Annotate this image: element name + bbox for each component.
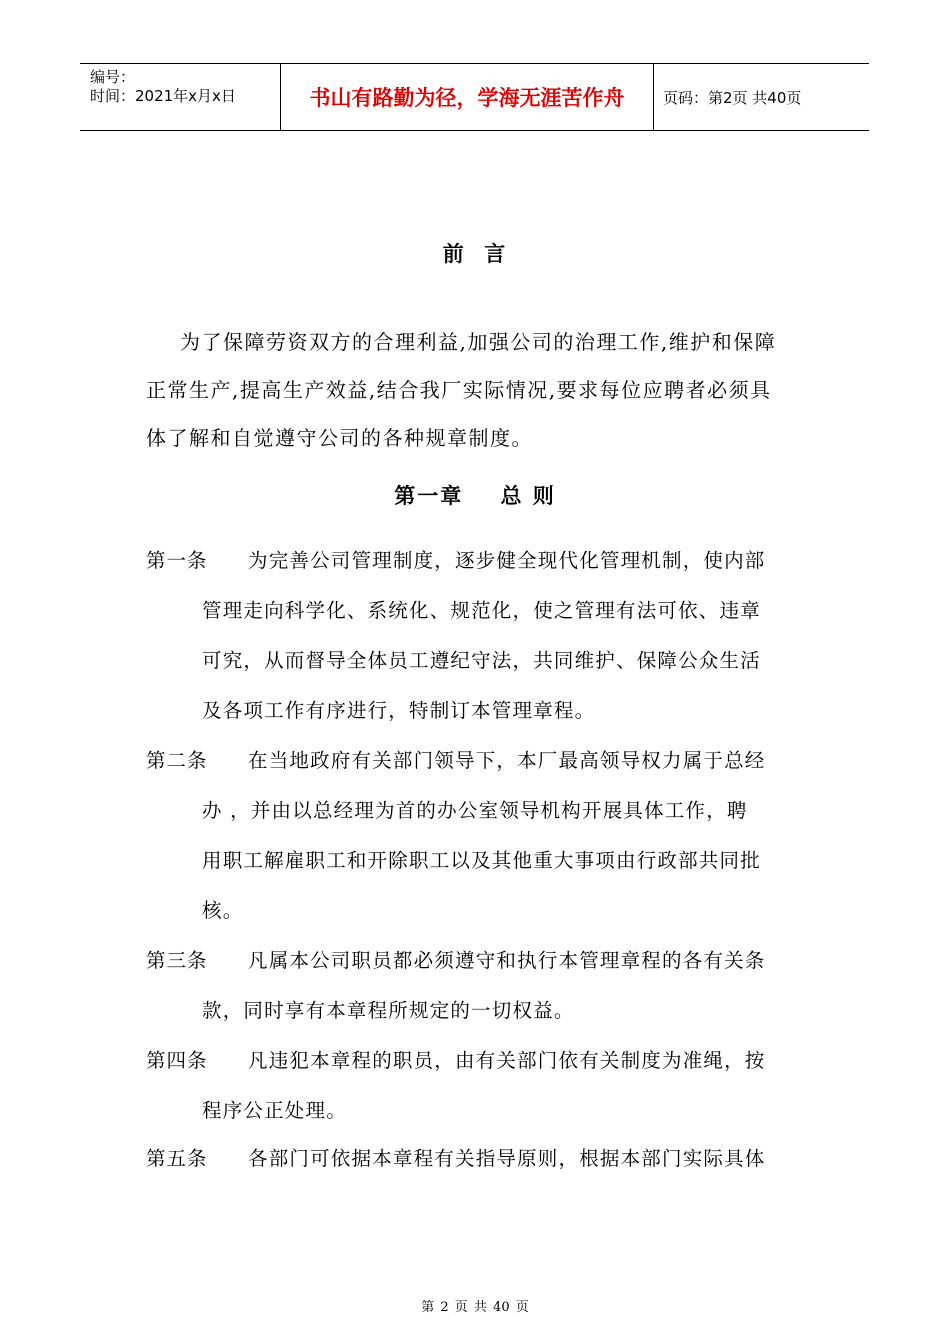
article-label: 第二条 [146,749,208,772]
article-text: 凡违犯本章程的职员，由有关部门依有关制度为准绳，按 [248,1049,766,1072]
date-label: 时间：2021年x月x日 [90,87,236,105]
article-text: 程序公正处理。 [202,1099,347,1122]
article-text: 管理走向科学化、系统化、规范化，使之管理有法可依、违章 [202,599,761,622]
article-text: 在当地政府有关部门领导下，本厂最高领导权力属于总经 [248,749,766,772]
preface-line: 为了保障劳资双方的合理利益,加强公司的治理工作,维护和保障 [180,330,777,354]
article-text: 可究，从而督导全体员工遵纪守法，共同维护、保障公众生活 [202,649,761,672]
article-text: 凡属本公司职员都必须遵守和执行本管理章程的各有关条 [248,949,766,972]
article-text: 为完善公司管理制度，逐步健全现代化管理机制，使内部 [248,549,766,572]
chapter-title: 第一章 总 则 [394,483,556,508]
preface-line: 正常生产,提高生产效益,结合我厂实际情况,要求每位应聘者必须具 [146,378,772,402]
preface-paragraph-cont [146,366,772,462]
article-text: 款，同时享有本章程所规定的一切权益。 [202,999,575,1022]
preface-line: 体了解和自觉遵守公司的各种规章制度。 [146,426,533,450]
article-label: 第三条 [146,949,208,972]
number-label: 编号： [90,68,136,86]
article-text: 用职工解雇职工和开除职工以及其他重大事项由行政部共同批 [202,849,761,872]
header-page-info: 页码：第2页 共40页 [663,88,802,107]
article-text: 办 ，并由以总经理为首的办公室领导机构开展具体工作，聘 [202,799,748,822]
header-meta [80,64,280,130]
page-header [80,63,869,131]
page-footer: 第 2 页 共 40 页 [421,1300,529,1315]
article-text: 核。 [202,899,244,922]
preface-title: 前 言 [442,241,508,266]
article-label: 第五条 [146,1147,208,1170]
header-motto: 书山有路勤为径，学海无涯苦作舟 [280,64,654,130]
preface-paragraph [180,318,776,366]
article-label: 第一条 [146,549,208,572]
article-label: 第四条 [146,1049,208,1072]
article-text: 及各项工作有序进行，特制订本管理章程。 [202,699,596,722]
article-text: 各部门可依据本章程有关指导原则，根据本部门实际具体 [248,1147,766,1170]
